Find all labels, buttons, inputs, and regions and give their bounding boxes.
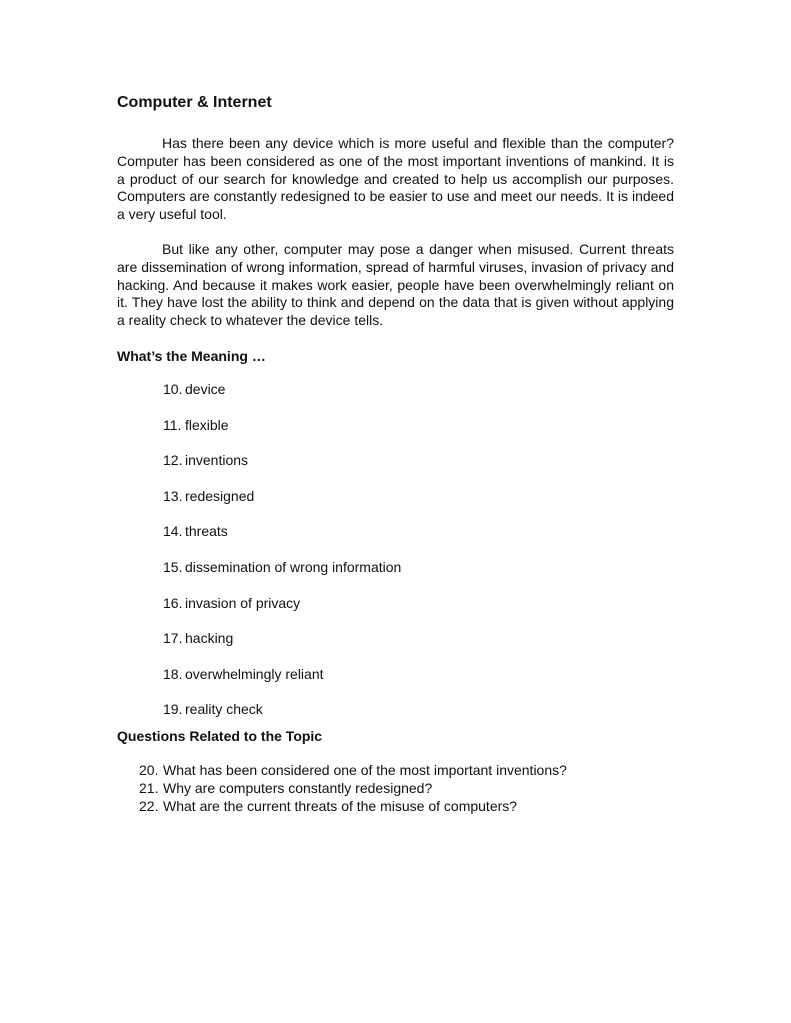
item-number: 15. (163, 558, 183, 575)
vocab-term: dissemination of wrong information (185, 558, 402, 575)
document-page (117, 93, 674, 815)
question-number: 21. (139, 779, 159, 796)
list-item (117, 665, 674, 683)
list-item (117, 416, 674, 434)
questions-list (117, 762, 674, 815)
item-number: 17. (163, 630, 183, 647)
question-text: Why are computers constantly redesigned? (163, 779, 433, 796)
question-text: What are the current threats of the misuse of computers? (163, 797, 518, 814)
list-item (117, 780, 674, 798)
item-number: 13. (163, 487, 183, 504)
question-number: 22. (139, 797, 159, 814)
item-number: 16. (163, 594, 183, 611)
list-item (117, 762, 674, 780)
vocab-term: reality check (185, 701, 263, 718)
list-item (117, 558, 674, 576)
vocab-term: overwhelmingly reliant (185, 665, 324, 682)
meaning-heading: What’s the Meaning … (117, 347, 266, 364)
list-item (117, 451, 674, 469)
item-number: 11. (163, 416, 182, 433)
list-item (117, 380, 674, 398)
question-number: 20. (139, 761, 159, 778)
questions-heading: Questions Related to the Topic (117, 727, 323, 744)
paragraph-dangers: But like any other, computer may pose a danger when misused. Current threats are dissemination of wrong information, spread of harmful viruses, invasion of privacy and hacking. And because it makes work easier, people have been overwhelmingly reliant on it. They have lost the ability to think and depend on the data that is given without applying a reality check to whatever the device tells. (117, 240, 674, 329)
item-number: 14. (163, 523, 183, 540)
item-number: 19. (163, 701, 183, 718)
page-title: Computer & Internet (117, 94, 272, 111)
vocab-term: invasion of privacy (185, 594, 301, 611)
vocab-term: flexible (185, 416, 229, 433)
vocab-term: redesigned (185, 487, 255, 504)
item-number: 12. (163, 452, 183, 469)
vocab-term: threats (185, 523, 228, 540)
vocab-term: inventions (185, 452, 249, 469)
item-number: 10. (163, 380, 183, 397)
list-item (117, 522, 674, 540)
vocab-term: hacking (185, 630, 234, 647)
vocab-term: device (185, 380, 226, 397)
list-item (117, 629, 674, 647)
list-item (117, 700, 674, 718)
list-item (117, 798, 674, 816)
paragraph-intro: Has there been any device which is more useful and flexible than the computer? Computer has been considered as one of the most important inventions of mankind. It is a product of our search for knowledge and created to help us accomplish our purposes. Computers are constantly redesigned to be easier to use and meet our needs. It is indeed a very useful tool. (117, 135, 674, 223)
list-item (117, 487, 674, 505)
vocabulary-list (117, 380, 674, 718)
question-text: What has been considered one of the most important inventions? (163, 761, 567, 778)
list-item (117, 594, 674, 612)
item-number: 18. (163, 665, 183, 682)
